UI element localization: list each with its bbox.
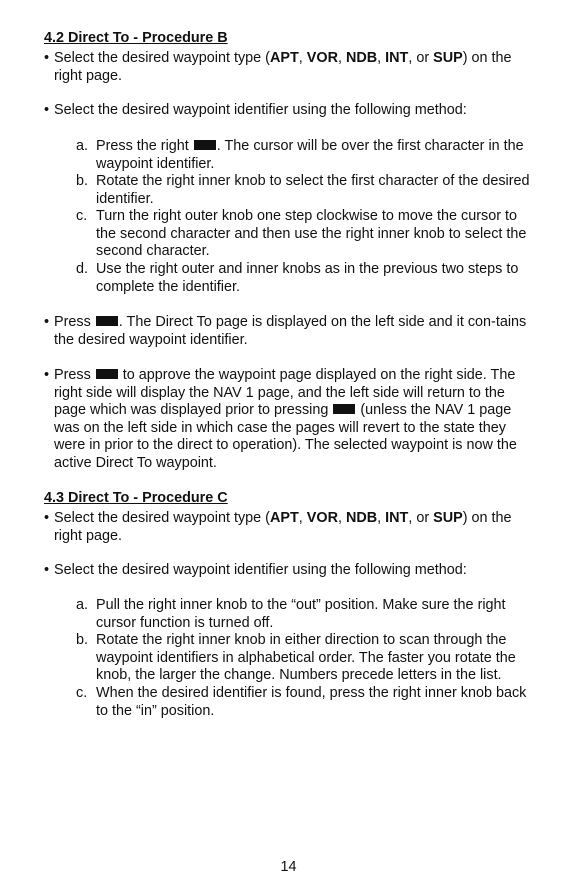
key-icon [96, 316, 118, 326]
step-c-procedure-b [76, 208, 536, 261]
bullet-press-approve [44, 367, 534, 473]
bullet-text: Select the desired waypoint type (APT, VOR, NDB, INT, or SUP) on the right page. [54, 50, 512, 84]
bullet-dot: • [44, 102, 50, 118]
step-d-procedure-b [76, 261, 536, 296]
step-text: Press the right . The cursor will be over the first character in the waypoint identifier. [96, 138, 524, 172]
step-text: When the desired identifier is found, press the right inner knob back to the “in” position. [96, 685, 527, 719]
step-label: a. [76, 597, 89, 613]
step-label: b. [76, 632, 89, 648]
section-heading-procedure-b: 4.2 Direct To - Procedure B [44, 30, 228, 46]
bullet-text: Select the desired waypoint type (APT, VOR, NDB, INT, or SUP) on the right page. [54, 510, 512, 544]
step-b-procedure-c [76, 632, 536, 685]
bullet-select-type-c [44, 510, 534, 545]
bullet-text: Select the desired waypoint identifier using the following method: [54, 562, 467, 578]
step-c-procedure-c [76, 685, 536, 720]
bullet-select-identifier-b [44, 102, 534, 120]
step-text: Use the right outer and inner knobs as in the previous two steps to complete the identifier. [96, 261, 519, 295]
step-text: Rotate the right inner knob to select the first character of the desired identifier. [96, 173, 530, 207]
bullet-dot: • [44, 367, 50, 383]
step-label: c. [76, 685, 88, 701]
step-b-procedure-b [76, 173, 536, 208]
bullet-text: Press . The Direct To page is displayed on the left side and it con-tains the desired waypoint identifier. [54, 314, 527, 348]
bullet-dot: • [44, 314, 50, 330]
bullet-text: Select the desired waypoint identifier using the following method: [54, 102, 467, 118]
step-text: Rotate the right inner knob in either direction to scan through the waypoint identifiers in alphabetical order. The faster you rotate the knob, the larger the change. Numbers precede letters in the list. [96, 632, 516, 684]
step-text: Turn the right outer knob one step clockwise to move the cursor to the second character and then use the right inner knob to select the second character. [96, 208, 527, 260]
key-icon [96, 369, 118, 379]
key-icon [333, 404, 355, 414]
bullet-dot: • [44, 50, 50, 66]
step-a-procedure-c [76, 597, 536, 632]
step-a-procedure-b [76, 138, 536, 173]
key-icon [194, 140, 216, 150]
step-label: b. [76, 173, 89, 189]
bullet-dot: • [44, 510, 50, 526]
bullet-select-type-b [44, 50, 534, 85]
bullet-press-direct-to [44, 314, 534, 349]
step-label: d. [76, 261, 89, 277]
bullet-select-identifier-c [44, 562, 534, 580]
bullet-dot: • [44, 562, 50, 578]
step-label: a. [76, 138, 89, 154]
step-text: Pull the right inner knob to the “out” position. Make sure the right cursor function is turned off. [96, 597, 506, 631]
page-number: 14 [280, 859, 297, 875]
section-heading-procedure-c: 4.3 Direct To - Procedure C [44, 490, 228, 506]
step-label: c. [76, 208, 88, 224]
bullet-text: Press to approve the waypoint page displayed on the right side. The right side will display the NAV 1 page, and the left side will return to the page which was displayed prior to pressing (unless the NAV 1 page was on the left side in which case the pages will revert to the state they were in prior to the direct to operation). The selected waypoint is now the active Direct To waypoint. [54, 367, 517, 471]
